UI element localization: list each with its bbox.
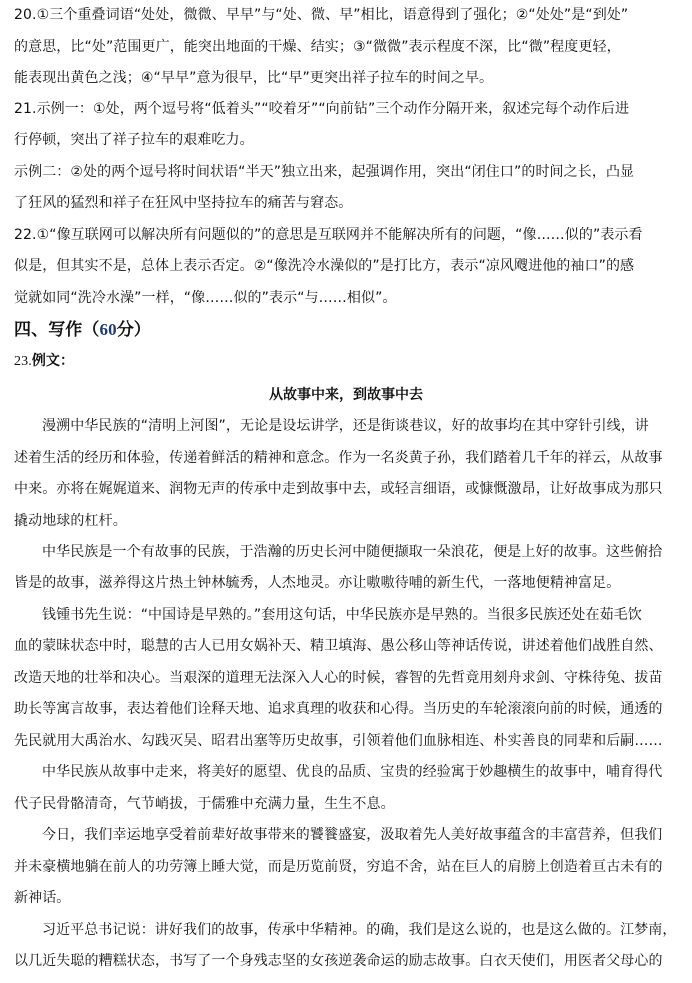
essay-p4-line-2: 代子民骨骼清奇，气节峭拔，于儒雅中充满力量，生生不息。: [14, 796, 395, 812]
answer-21-line-1: 21.示例一：①处，两个逗号将“低着头”“咬着牙”“向前钻”三个动作分隔开来，叙述完每个动作后进: [14, 101, 630, 117]
answer-20-line-3: 能表现出黄色之浅；④“早早”意为很早，比“早”更突出祥子拉车的时间之早。: [14, 70, 494, 86]
essay-p3-line-2: 血的蒙昧状态中时，聪慧的古人已用女娲补天、精卫填海、愚公移山等神话传说，讲述着他们战胜自然、: [14, 638, 663, 654]
essay-p2-line-1: 中华民族是一个有故事的民族，于浩瀚的历史长河中随便撷取一朵浪花，便是上好的故事。这些俯拾: [42, 544, 663, 560]
section-suffix: 分）: [116, 320, 151, 340]
essay-p5-line-2: 并未豪横地躺在前人的功劳簿上睡大觉，而是历览前贤，穷追不舍，站在巨人的肩膀上创造着亘古未有的: [14, 859, 663, 875]
essay-p3-line-3: 改造天地的壮举和决心。当艰深的道理无法深入人心的时候，睿智的先哲竟用刻舟求剑、守株待兔、拔苗: [14, 670, 663, 686]
essay-p1-line-4: 撬动地球的杠杆。: [14, 513, 127, 529]
essay-p1-line-1: 漫溯中华民族的“清明上河图”，无论是设坛讲学，还是街谈巷议，好的故事均在其中穿针引线，讲: [42, 418, 649, 434]
essay-p3-line-1: 钱锺书先生说：“中国诗是早熟的。”套用这句话，中华民族亦是早熟的。当很多民族还处在茹毛饮: [42, 607, 642, 623]
answer-22-line-2: 似是，但其实不是，总体上表示否定。②“像洗冷水澡似的”是打比方，表示“凉风飕进他的袖口”的感: [14, 258, 635, 274]
section-score: 60: [99, 320, 117, 339]
essay-p3-line-5: 先民就用大禹治水、勾践灭吴、昭君出塞等历史故事，引领着他们血脉相连、朴实善良的同辈和后嗣……: [14, 733, 663, 749]
answer-21-line-2: 行停顿，突出了祥子拉车的艰难吃力。: [14, 132, 254, 148]
essay-p1-line-2: 述着生活的经历和体验，传递着鲜活的精神和意念。作为一名炎黄子孙，我们踏着几千年的祥云，从故事: [14, 450, 663, 466]
answer-21-line-4: 了狂风的猛烈和祥子在狂风中坚持拉车的痛苦与窘态。: [14, 195, 353, 211]
question-23-text: 例文：: [31, 353, 75, 369]
question-23-label: [14, 351, 682, 372]
essay-title: 从故事中来，到故事中去: [269, 387, 423, 403]
answer-20-line-2: 的意思，比“处”范围更广，能突出地面的干燥、结实；③“微微”表示程度不深，比“微”程度更轻，: [14, 39, 621, 55]
answer-21-line-3: 示例二：②处的两个逗号将时间状语“半天”独立出来，起强调作用，突出“闭住口”的时间之长，凸显: [14, 164, 635, 180]
answer-22-line-1: 22.①“像互联网可以解决所有问题似的”的意思是互联网并不能解决所有的问题，“像……似的”表示看: [14, 227, 643, 243]
essay-p5-line-3: 新神话。: [14, 890, 71, 906]
section-heading-writing: [14, 319, 682, 341]
question-23-number: 23.: [14, 354, 32, 369]
answer-20-line-1: 20.①三个重叠词语“处处，微微、早早”与“处、微、早”相比，语意得到了强化；②“处处”是“到处”: [14, 7, 629, 23]
essay-p1-line-3: 中来。亦将在娓娓道来、润物无声的传承中走到故事中去，或轻言细语，或慷慨激昂，让好故事成为那只: [14, 481, 663, 497]
essay-p4-line-1: 中华民族从故事中走来，将美好的愿望、优良的品质、宝贵的经验寓于妙趣横生的故事中，哺育得代: [42, 764, 663, 780]
essay-p6-line-2: 以几近失聪的糟糕状态，书写了一个身残志坚的女孩逆袭命运的励志故事。白衣天使们，用医者父母心的: [14, 953, 663, 969]
essay-p5-line-1: 今日，我们幸运地享受着前辈好故事带来的饕餮盛宴，汲取着先人美好故事蕴含的丰富营养，但我们: [42, 827, 663, 843]
answer-22-line-3: 觉就如同“洗冷水澡”一样，“像……似的”表示“与……相似”。: [14, 290, 397, 306]
essay-p6-line-1: 习近平总书记说：讲好我们的故事，传承中华精神。的确，我们是这么说的，也是这么做的。江梦南，: [42, 922, 677, 938]
section-prefix: 四、写作（: [14, 320, 100, 340]
essay-p2-line-2: 皆是的故事，滋养得这片热土钟林毓秀，人杰地灵。亦让嗷嗷待哺的新生代，一落地便精神富足。: [14, 575, 621, 591]
essay-p3-line-4: 助长等寓言故事，表达着他们诠释天地、追求真理的收获和心得。当历史的车轮滚滚向前的时候，通透的: [14, 701, 663, 717]
